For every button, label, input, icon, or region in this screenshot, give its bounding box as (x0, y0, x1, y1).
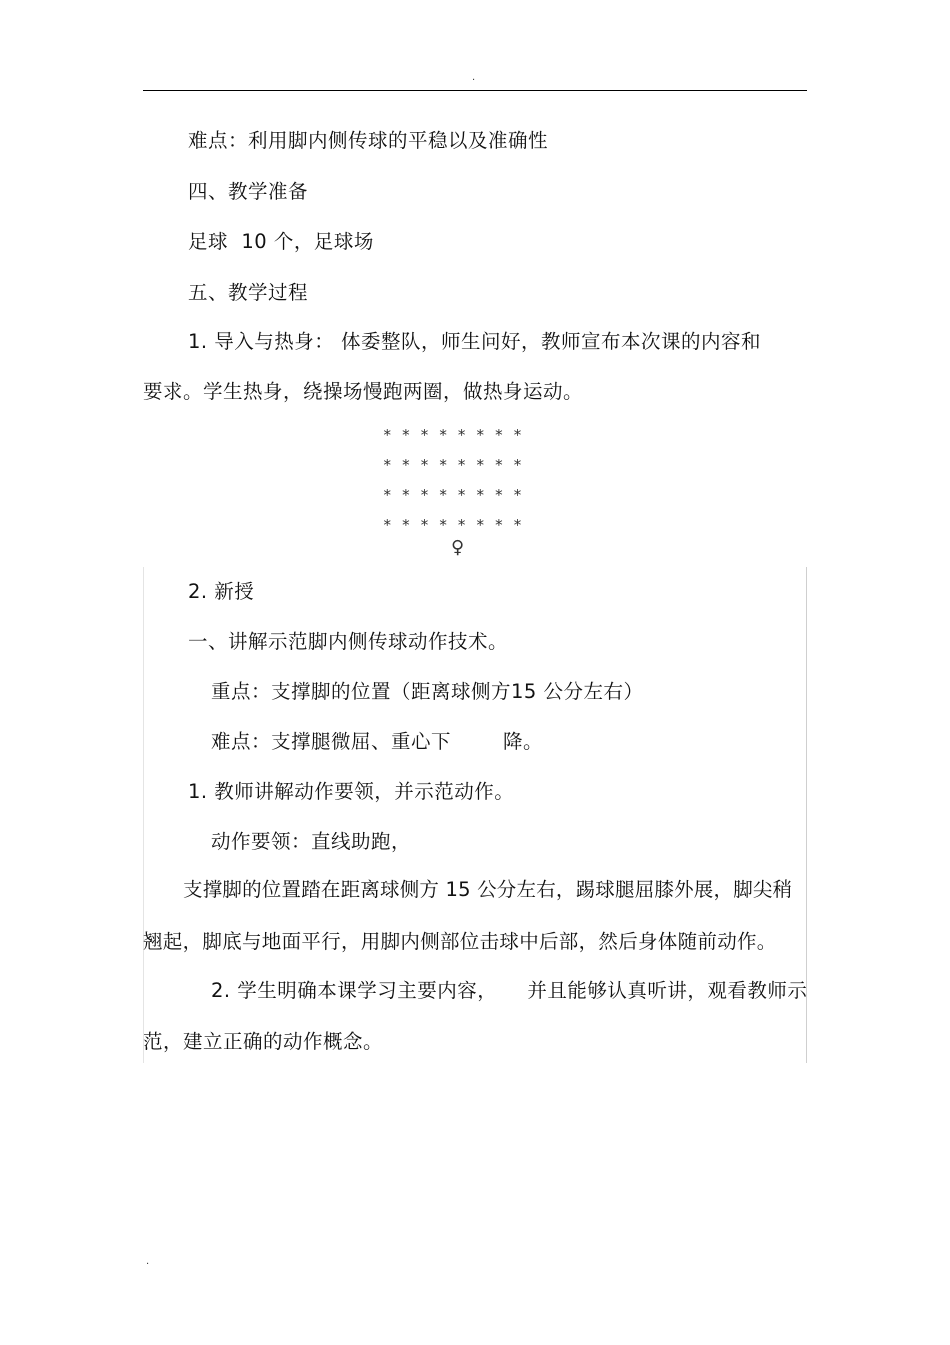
section-4-heading: 四、教学准备 (188, 180, 309, 203)
technique-heading: 一、讲解示范脚内侧传球动作技术。 (188, 630, 509, 653)
student-mark: * (383, 486, 392, 504)
student-mark: * (457, 426, 466, 444)
warmup-line-2: 要求。学生热身，绕操场慢跑两圈，做热身运动。 (143, 380, 584, 403)
student-mark: * (476, 516, 485, 534)
teacher-icon: ♀ (451, 537, 465, 558)
student-mark: * (457, 516, 466, 534)
student-mark: * (476, 426, 485, 444)
difficulty-text-b: 降。 (503, 730, 544, 753)
student-mark: * (402, 486, 410, 504)
student-mark: * (383, 516, 392, 534)
student-mark: * (513, 516, 522, 534)
student-mark: * (402, 426, 410, 444)
difficulty-line-2 (211, 729, 543, 755)
step-2-line (211, 978, 807, 1004)
essentials-line: 动作要领：直线助跑， (211, 830, 412, 853)
student-mark: * (439, 486, 447, 504)
key-point-line: 重点：支撑脚的位置（距离球侧方15 公分左右） (211, 680, 644, 703)
footer-mark: . (146, 1256, 150, 1267)
student-mark: * (439, 426, 447, 444)
student-mark: * (457, 486, 466, 504)
student-mark: * (495, 486, 503, 504)
section-5-heading: 五、教学过程 (188, 281, 309, 304)
step-2-text-a: 2. 学生明确本课学习主要内容， (211, 979, 498, 1002)
student-mark: * (476, 456, 485, 474)
student-mark: * (495, 516, 503, 534)
difficulty-line: 难点：利用脚内侧传球的平稳以及准确性 (188, 129, 549, 152)
formation-row (378, 510, 527, 540)
step-1-line: 1. 教师讲解动作要领，并示范动作。 (188, 780, 515, 803)
description-line-1: 支撑脚的位置踏在距离球侧方 15 公分左右，踢球腿屈膝外展，脚尖稍 (183, 878, 793, 901)
student-mark: * (402, 516, 410, 534)
student-mark: * (420, 516, 429, 534)
equipment-line: 足球 10 个，足球场 (188, 230, 374, 253)
formation-row (378, 480, 527, 510)
student-mark: * (476, 486, 485, 504)
step-2-continuation: 范，建立正确的动作概念。 (143, 1030, 384, 1053)
difficulty-text-a: 难点：支撑腿微屈、重心下 (211, 730, 452, 753)
formation-row (378, 450, 527, 480)
header-mark: . (472, 72, 476, 83)
formation-row (378, 420, 527, 450)
student-mark: * (495, 426, 503, 444)
student-mark: * (383, 426, 392, 444)
description-line-2: 翘起，脚底与地面平行，用脚内侧部位击球中后部，然后身体随前动作。 (143, 930, 777, 953)
student-mark: * (420, 456, 429, 474)
student-mark: * (439, 456, 447, 474)
frame-border-left (143, 567, 144, 1063)
student-mark: * (495, 456, 503, 474)
student-mark: * (420, 426, 429, 444)
student-formation (378, 420, 527, 540)
section-2-title: 2. 新授 (188, 580, 255, 603)
student-mark: * (513, 426, 522, 444)
student-mark: * (457, 456, 466, 474)
student-mark: * (402, 456, 410, 474)
student-mark: * (513, 456, 522, 474)
header-rule (143, 90, 807, 91)
student-mark: * (513, 486, 522, 504)
warmup-line-1: 1. 导入与热身： 体委整队，师生问好，教师宣布本次课的内容和 (188, 330, 762, 353)
student-mark: * (383, 456, 392, 474)
step-2-text-b: 并且能够认真听讲，观看教师示 (527, 979, 808, 1002)
student-mark: * (439, 516, 447, 534)
student-mark: * (420, 486, 429, 504)
